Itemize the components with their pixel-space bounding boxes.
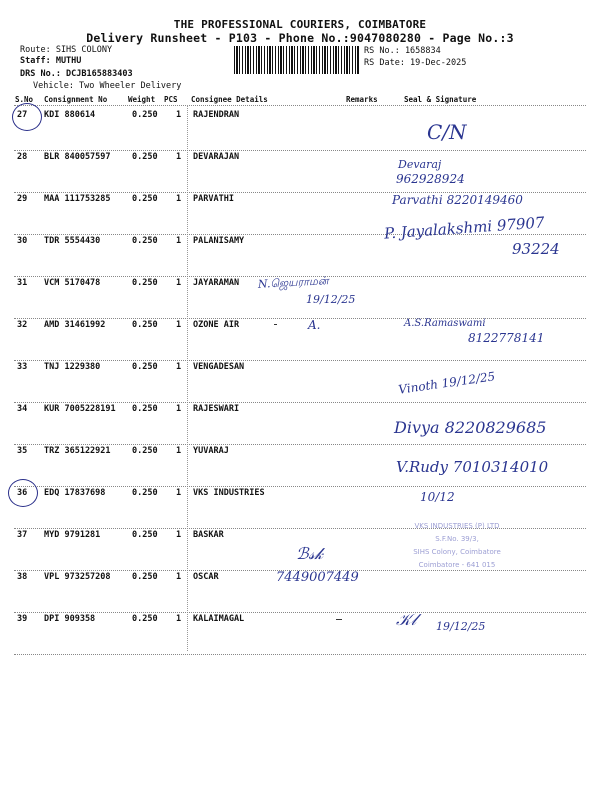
col-header-remarks: Remarks xyxy=(346,95,378,104)
cell-pcs: 1 xyxy=(176,614,182,624)
stamp-line-2: S.F.No. 39/3, xyxy=(435,535,479,543)
handwriting-phone-28: 962928924 xyxy=(396,172,465,186)
cell-weight: 0.250 xyxy=(132,278,158,288)
signature-kalaimagal: 𝒦𝓁 xyxy=(396,610,417,629)
col-header-consignee: Consignee Details xyxy=(191,95,268,104)
row-divider xyxy=(14,402,586,403)
handwriting-divya: Divya 8220829685 xyxy=(394,418,547,437)
cell-sno: 39 xyxy=(17,614,28,624)
cell-pcs: 1 xyxy=(176,278,182,288)
col-header-consignment: Consignment No xyxy=(44,95,108,104)
handwriting-yuvaraj: V.Rudy 7010314010 xyxy=(396,458,549,476)
cell-consignment: KDI 880614 xyxy=(44,110,96,120)
cell-sno: 36 xyxy=(17,488,28,498)
cell-weight: 0.250 xyxy=(132,530,158,540)
cell-sno: 28 xyxy=(17,152,28,162)
cell-pcs: 1 xyxy=(176,110,182,120)
stamp-line-3: SIHS Colony, Coimbatore xyxy=(413,548,501,556)
cell-weight: 0.250 xyxy=(132,362,158,372)
rs-date: RS Date: 19-Dec-2025 xyxy=(364,58,467,68)
cell-consignment: EDQ 17837698 xyxy=(44,488,106,498)
col-header-seal: Seal & Signature xyxy=(404,95,477,104)
handwriting-name-32: A.S.Ramaswami xyxy=(404,318,486,329)
cell-consignee: KALAIMAGAL xyxy=(193,614,245,624)
table-row xyxy=(0,236,600,278)
cell-weight: 0.250 xyxy=(132,572,158,582)
cell-sno: 30 xyxy=(17,236,28,246)
stray-mark xyxy=(336,619,342,620)
vehicle-label: Vehicle: Two Wheeler Delivery xyxy=(33,81,182,91)
handwriting-parvathi: Parvathi 8220149460 xyxy=(392,193,523,207)
table-row xyxy=(0,362,600,404)
cell-consignment: TDR 5554430 xyxy=(44,236,101,246)
col-header-sno: S.No xyxy=(15,95,34,104)
cell-pcs: 1 xyxy=(176,488,182,498)
cell-pcs: 1 xyxy=(176,404,182,414)
cell-consignment: BLR 840057597 xyxy=(44,152,111,162)
signature-vinoth: Vinoth 19/12/25 xyxy=(397,369,497,397)
row-divider xyxy=(14,150,586,151)
cell-consignment: AMD 31461992 xyxy=(44,320,106,330)
cell-weight: 0.250 xyxy=(132,404,158,414)
cell-pcs: 1 xyxy=(176,152,182,162)
cell-sno: 32 xyxy=(17,320,28,330)
staff-label: Staff: MUTHU xyxy=(20,56,82,66)
handwriting-date-39: 19/12/25 xyxy=(436,620,486,633)
stamp-line-1: VKS INDUSTRIES (P) LTD xyxy=(414,522,500,530)
row-divider xyxy=(14,654,586,655)
cell-consignee: JAYARAMAN xyxy=(193,278,240,288)
cell-sno: 34 xyxy=(17,404,28,414)
cell-sno: 29 xyxy=(17,194,28,204)
row-divider xyxy=(14,486,586,487)
cell-pcs: 1 xyxy=(176,362,182,372)
table-row xyxy=(0,152,600,194)
stray-mark xyxy=(274,324,277,325)
company-stamp xyxy=(364,520,550,582)
cell-sno: 27 xyxy=(17,110,28,120)
row-divider xyxy=(14,360,586,361)
cell-consignee: RAJENDRAN xyxy=(193,110,240,120)
cell-weight: 0.250 xyxy=(132,194,158,204)
handwriting-phone-38: 7449007449 xyxy=(276,570,359,585)
handwriting-date-31: 19/12/25 xyxy=(306,293,356,306)
col-header-weight: Weight xyxy=(128,95,156,104)
cell-pcs: 1 xyxy=(176,446,182,456)
table-row xyxy=(0,614,600,656)
stamp-line-4: Coimbatore - 641 015 xyxy=(418,561,496,569)
cell-pcs: 1 xyxy=(176,236,182,246)
cell-consignment: TNJ 1229380 xyxy=(44,362,101,372)
circle-mark-27 xyxy=(12,103,42,131)
cell-weight: 0.250 xyxy=(132,152,158,162)
cell-consignment: VPL 973257208 xyxy=(44,572,111,582)
cell-consignee: OZONE AIR xyxy=(193,320,240,330)
company-title: THE PROFESSIONAL COURIERS, COIMBATORE xyxy=(173,18,427,31)
handwriting-phone-32: 8122778141 xyxy=(468,331,545,345)
handwriting-jayaraman: N.ஜெயராமன் xyxy=(257,274,329,291)
cell-weight: 0.250 xyxy=(132,446,158,456)
cell-pcs: 1 xyxy=(176,320,182,330)
handwriting-mark-32: A. xyxy=(308,318,321,332)
signature-devaraj: Devaraj xyxy=(398,158,442,171)
handwriting-jayalakshmi: P. Jayalakshmi 97907 xyxy=(383,213,546,243)
cell-consignee: BASKAR xyxy=(193,530,224,540)
cell-consignee: OSCAR xyxy=(193,572,219,582)
cell-weight: 0.250 xyxy=(132,236,158,246)
handwriting-cn: C/N xyxy=(427,120,467,144)
cell-pcs: 1 xyxy=(176,530,182,540)
cell-pcs: 1 xyxy=(176,572,182,582)
handwriting-phone-30: 93224 xyxy=(512,240,560,258)
cell-consignment: MYD 9791281 xyxy=(44,530,101,540)
col-header-pcs: PCS xyxy=(164,95,178,104)
route-label: Route: SIHS COLONY xyxy=(20,45,113,55)
row-divider xyxy=(14,444,586,445)
cell-consignee: VKS INDUSTRIES xyxy=(193,488,265,498)
cell-sno: 31 xyxy=(17,278,28,288)
cell-sno: 35 xyxy=(17,446,28,456)
cell-sno: 37 xyxy=(17,530,28,540)
runsheet-subtitle: Delivery Runsheet - P103 - Phone No.:9047080280 - Page No.:3 xyxy=(86,31,514,45)
cell-consignment: DPI 909358 xyxy=(44,614,96,624)
cell-weight: 0.250 xyxy=(132,320,158,330)
cell-consignee: PALANISAMY xyxy=(193,236,245,246)
row-divider xyxy=(14,612,586,613)
cell-consignee: RAJESWARI xyxy=(193,404,240,414)
cell-consignment: KUR 7005228191 xyxy=(44,404,116,414)
cell-consignee: YUVARAJ xyxy=(193,446,229,456)
signature-baskar: ℬ𝓈𝓀 xyxy=(296,544,324,563)
cell-sno: 38 xyxy=(17,572,28,582)
row-divider xyxy=(14,318,586,319)
handwriting-date-36: 10/12 xyxy=(420,490,455,504)
cell-pcs: 1 xyxy=(176,194,182,204)
cell-consignee: PARVATHI xyxy=(193,194,234,204)
circle-mark-36 xyxy=(8,479,38,507)
cell-weight: 0.250 xyxy=(132,614,158,624)
cell-weight: 0.250 xyxy=(132,110,158,120)
drs-number: DRS No.: DCJB165883403 xyxy=(20,69,133,79)
cell-consignment: TRZ 365122921 xyxy=(44,446,111,456)
cell-consignment: MAA 111753285 xyxy=(44,194,111,204)
rs-number: RS No.: 1658834 xyxy=(364,46,441,56)
cell-consignee: DEVARAJAN xyxy=(193,152,240,162)
table-row xyxy=(0,110,600,152)
header-divider xyxy=(14,105,586,106)
cell-sno: 33 xyxy=(17,362,28,372)
cell-weight: 0.250 xyxy=(132,488,158,498)
cell-consignee: VENGADESAN xyxy=(193,362,245,372)
barcode-image xyxy=(234,46,360,74)
cell-consignment: VCM 5170478 xyxy=(44,278,101,288)
